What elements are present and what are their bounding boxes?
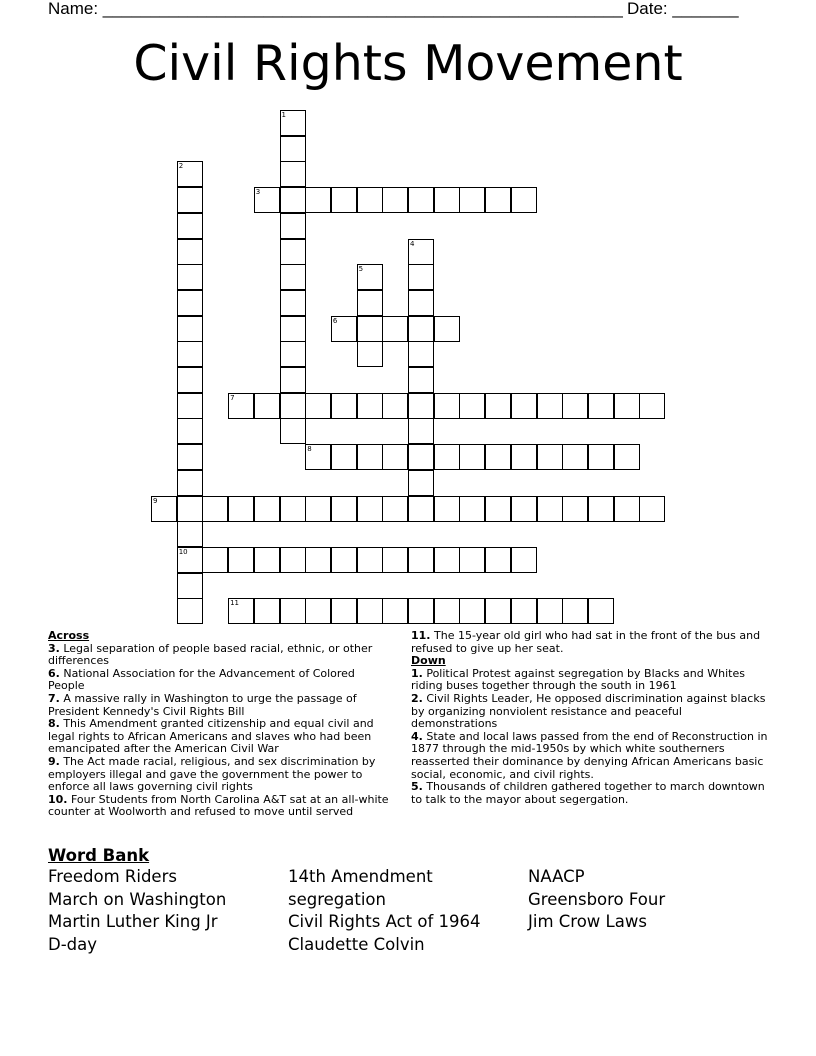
grid-cell[interactable] bbox=[537, 496, 563, 522]
grid-cell[interactable] bbox=[280, 418, 306, 444]
grid-cell[interactable] bbox=[280, 367, 306, 393]
clue-text: Thousands of children gathered together to march downtown to talk to the mayor about segergation. bbox=[411, 780, 765, 806]
grid-cell[interactable] bbox=[562, 598, 588, 624]
clue-number: 4. bbox=[411, 729, 423, 743]
grid-cell[interactable] bbox=[202, 547, 228, 573]
grid-cell[interactable] bbox=[408, 264, 434, 290]
grid-cell[interactable] bbox=[588, 598, 614, 624]
grid-cell[interactable] bbox=[280, 547, 306, 573]
grid-cell[interactable] bbox=[357, 264, 383, 290]
grid-cell[interactable] bbox=[408, 290, 434, 316]
grid-cell[interactable] bbox=[305, 187, 331, 213]
grid-cell[interactable] bbox=[485, 187, 511, 213]
grid-cell[interactable] bbox=[382, 496, 408, 522]
grid-cell[interactable] bbox=[408, 316, 434, 342]
clue-text: Political Protest against segregation by Blacks and Whites riding buses together through the south in 1961 bbox=[411, 666, 745, 693]
grid-cell[interactable] bbox=[331, 444, 357, 470]
grid-cell[interactable] bbox=[562, 393, 588, 419]
grid-cell[interactable] bbox=[511, 496, 537, 522]
name-field[interactable]: Name: _______________________________________________________ bbox=[48, 0, 623, 18]
grid-cell[interactable] bbox=[151, 496, 177, 522]
grid-cell[interactable] bbox=[280, 393, 306, 419]
clue-number: 1. bbox=[411, 666, 423, 680]
word-bank-word: Greensboro Four bbox=[528, 889, 666, 909]
grid-cell[interactable] bbox=[177, 444, 203, 470]
grid-cell[interactable] bbox=[331, 187, 357, 213]
word-bank-word: Claudette Colvin bbox=[288, 935, 425, 955]
grid-cell[interactable] bbox=[254, 393, 280, 419]
grid-cell[interactable] bbox=[280, 136, 306, 162]
grid-cell[interactable] bbox=[177, 316, 203, 342]
word-bank-word: Freedom Riders bbox=[48, 867, 177, 886]
clue-number: 7. bbox=[48, 691, 60, 705]
grid-cell[interactable] bbox=[177, 264, 203, 290]
word-bank bbox=[48, 846, 768, 966]
grid-cell[interactable] bbox=[280, 598, 306, 624]
grid-cell[interactable] bbox=[254, 547, 280, 573]
grid-cell[interactable] bbox=[537, 393, 563, 419]
grid-cell[interactable] bbox=[537, 444, 563, 470]
clue-text: The Act made racial, religious, and sex discrimination by employers illegal and gave the government the power to enforce all laws governing civil rights bbox=[48, 754, 376, 794]
across-heading: Across bbox=[48, 629, 90, 642]
cell-number: 10 bbox=[178, 547, 188, 556]
clues-right-column bbox=[411, 630, 768, 806]
grid-cell[interactable] bbox=[177, 367, 203, 393]
grid-cell[interactable] bbox=[357, 496, 383, 522]
grid-cell[interactable] bbox=[408, 418, 434, 444]
grid-cell[interactable] bbox=[434, 496, 460, 522]
grid-cell[interactable] bbox=[485, 444, 511, 470]
grid-cell[interactable] bbox=[177, 521, 203, 547]
grid-cell[interactable] bbox=[331, 393, 357, 419]
cell-number: 9 bbox=[153, 496, 158, 505]
down-heading: Down bbox=[411, 654, 446, 668]
grid-cell[interactable] bbox=[408, 393, 434, 419]
grid-cell[interactable] bbox=[177, 213, 203, 239]
across-clue bbox=[48, 718, 392, 756]
word-bank-word: Jim Crow Laws bbox=[528, 912, 647, 932]
grid-cell[interactable] bbox=[511, 444, 537, 470]
clue-text: This Amendment granted citizenship and equal civil and legal rights to African Americans and slaves who had been emancipated after the American Civil War bbox=[48, 717, 374, 756]
cell-number: 1 bbox=[281, 111, 286, 119]
grid-cell[interactable] bbox=[562, 444, 588, 470]
grid-cell[interactable] bbox=[408, 367, 434, 393]
across-clue-list-continued bbox=[411, 630, 768, 655]
cell-number: 7 bbox=[230, 393, 235, 402]
clue-text: Four Students from North Carolina A&T sat at an all-white counter at Woolworth and refused to move until served bbox=[48, 792, 389, 819]
grid-cell[interactable] bbox=[588, 496, 614, 522]
grid-cell[interactable] bbox=[280, 290, 306, 316]
grid-cell[interactable] bbox=[305, 393, 331, 419]
grid-cell[interactable] bbox=[434, 187, 460, 213]
clue-number: 3. bbox=[48, 641, 60, 655]
grid-cell[interactable] bbox=[511, 598, 537, 624]
clue-number: 8. bbox=[48, 717, 60, 731]
grid-cell[interactable] bbox=[459, 444, 485, 470]
grid-cell[interactable] bbox=[639, 496, 665, 522]
clue-text: The 15-year old girl who had sat in the front of the bus and refused to give up her seat. bbox=[411, 629, 761, 655]
grid-cell[interactable] bbox=[357, 393, 383, 419]
grid-cell[interactable] bbox=[511, 547, 537, 573]
grid-cell[interactable] bbox=[485, 496, 511, 522]
clue-number: 10. bbox=[48, 792, 68, 806]
grid-cell[interactable] bbox=[177, 598, 203, 624]
grid-cell[interactable] bbox=[177, 393, 203, 419]
down-clue bbox=[411, 693, 768, 731]
grid-cell[interactable] bbox=[382, 598, 408, 624]
grid-cell[interactable] bbox=[357, 547, 383, 573]
across-clue bbox=[48, 643, 392, 668]
grid-cell[interactable] bbox=[331, 316, 357, 342]
word-bank-word: D-day bbox=[48, 935, 98, 955]
grid-cell[interactable] bbox=[280, 239, 306, 265]
word-bank-word: 14th Amendment bbox=[288, 867, 433, 886]
grid-cell[interactable] bbox=[305, 444, 331, 470]
down-clue bbox=[411, 731, 768, 781]
grid-cell[interactable] bbox=[357, 444, 383, 470]
grid-cell[interactable] bbox=[357, 598, 383, 624]
grid-cell[interactable] bbox=[408, 547, 434, 573]
grid-cell[interactable] bbox=[614, 393, 640, 419]
word-bank-word: Civil Rights Act of 1964 bbox=[288, 912, 481, 932]
grid-cell[interactable] bbox=[357, 341, 383, 367]
clue-text: State and local laws passed from the end of Reconstruction in 1877 through the mid-1950s by which white southerners reasserted their dominance by denying African Americans basic social, economic, and civil rights. bbox=[411, 729, 768, 781]
grid-cell[interactable] bbox=[357, 316, 383, 342]
grid-cell[interactable] bbox=[177, 418, 203, 444]
grid-cell[interactable] bbox=[485, 393, 511, 419]
grid-cell[interactable] bbox=[228, 393, 254, 419]
grid-cell[interactable] bbox=[614, 444, 640, 470]
grid-cell[interactable] bbox=[434, 547, 460, 573]
clue-text: National Association for the Advancement of Colored People bbox=[48, 666, 355, 693]
grid-cell[interactable] bbox=[434, 598, 460, 624]
grid-cell[interactable] bbox=[408, 598, 434, 624]
clue-number: 11. bbox=[411, 629, 431, 642]
across-clue bbox=[48, 794, 392, 819]
grid-cell[interactable] bbox=[434, 393, 460, 419]
grid-cell[interactable] bbox=[408, 239, 434, 265]
grid-cell[interactable] bbox=[305, 547, 331, 573]
grid-cell[interactable] bbox=[408, 341, 434, 367]
grid-cell[interactable] bbox=[305, 598, 331, 624]
across-clue bbox=[48, 693, 392, 718]
grid-cell[interactable] bbox=[177, 290, 203, 316]
word-bank-word: segregation bbox=[288, 889, 386, 909]
grid-cell[interactable] bbox=[280, 110, 306, 136]
grid-cell[interactable] bbox=[228, 598, 254, 624]
grid-cell[interactable] bbox=[511, 393, 537, 419]
grid-cell[interactable] bbox=[177, 470, 203, 496]
grid-cell[interactable] bbox=[177, 187, 203, 213]
down-clue-list bbox=[411, 668, 768, 807]
word-bank-title: Word Bank bbox=[48, 846, 150, 865]
word-bank-word: NAACP bbox=[528, 867, 585, 886]
grid-cell[interactable] bbox=[562, 496, 588, 522]
cell-number: 11 bbox=[230, 599, 240, 608]
grid-cell[interactable] bbox=[331, 496, 357, 522]
clue-number: 5. bbox=[411, 780, 423, 794]
grid-cell[interactable] bbox=[459, 598, 485, 624]
word-bank-words bbox=[48, 866, 768, 966]
grid-cell[interactable] bbox=[228, 496, 254, 522]
cell-number: 4 bbox=[410, 239, 415, 248]
grid-cell[interactable] bbox=[588, 444, 614, 470]
grid-cell[interactable] bbox=[254, 187, 280, 213]
cell-number: 3 bbox=[255, 188, 261, 197]
grid-cell[interactable] bbox=[280, 316, 306, 342]
word-bank-word: Martin Luther King Jr bbox=[48, 912, 218, 932]
grid-cell[interactable] bbox=[639, 393, 665, 419]
grid-cell[interactable] bbox=[459, 496, 485, 522]
clue-number: 2. bbox=[411, 691, 423, 705]
grid-cell[interactable] bbox=[280, 264, 306, 290]
cell-number: 2 bbox=[178, 162, 184, 171]
grid-cell[interactable] bbox=[331, 547, 357, 573]
grid-cell[interactable] bbox=[434, 316, 460, 342]
across-clue-list bbox=[48, 643, 392, 819]
grid-cell[interactable] bbox=[254, 496, 280, 522]
grid-cell[interactable] bbox=[408, 187, 434, 213]
grid-cell[interactable] bbox=[177, 547, 203, 573]
grid-cell[interactable] bbox=[305, 496, 331, 522]
cell-number: 8 bbox=[307, 445, 312, 454]
grid-cell[interactable] bbox=[280, 213, 306, 239]
cell-number: 6 bbox=[332, 316, 338, 325]
clue-number: 6. bbox=[48, 666, 60, 680]
across-clue bbox=[48, 668, 392, 693]
grid-cell[interactable] bbox=[228, 547, 254, 573]
grid-cell[interactable] bbox=[537, 598, 563, 624]
grid-cell[interactable] bbox=[382, 316, 408, 342]
clue-number: 9. bbox=[48, 754, 60, 768]
down-clue bbox=[411, 668, 768, 693]
grid-cell[interactable] bbox=[357, 187, 383, 213]
grid-cell[interactable] bbox=[280, 341, 306, 367]
date-field[interactable]: Date: _______ bbox=[627, 0, 739, 18]
page-title: Civil Rights Movement bbox=[133, 35, 683, 92]
grid-cell[interactable] bbox=[485, 598, 511, 624]
clues-left-column bbox=[48, 630, 392, 819]
grid-cell[interactable] bbox=[177, 341, 203, 367]
grid-cell[interactable] bbox=[459, 547, 485, 573]
grid-cell[interactable] bbox=[408, 470, 434, 496]
grid-cell[interactable] bbox=[588, 393, 614, 419]
grid-cell[interactable] bbox=[177, 239, 203, 265]
grid-cell[interactable] bbox=[382, 547, 408, 573]
grid-cell[interactable] bbox=[177, 161, 203, 187]
word-bank-word: March on Washington bbox=[48, 889, 227, 909]
grid-cell[interactable] bbox=[331, 598, 357, 624]
grid-cell[interactable] bbox=[459, 393, 485, 419]
grid-cell[interactable] bbox=[614, 496, 640, 522]
grid-cell[interactable] bbox=[408, 444, 434, 470]
cell-number: 5 bbox=[358, 265, 364, 274]
grid-cell[interactable] bbox=[511, 187, 537, 213]
grid-cell[interactable] bbox=[408, 496, 434, 522]
down-clue bbox=[411, 781, 768, 806]
across-clue bbox=[411, 630, 768, 655]
grid-cell[interactable] bbox=[382, 444, 408, 470]
clue-text: Legal separation of people based racial, ethnic, or other differences bbox=[48, 641, 373, 668]
grid-cell[interactable] bbox=[382, 393, 408, 419]
grid-cell[interactable] bbox=[382, 187, 408, 213]
clue-text: Civil Rights Leader, He opposed discrimination against blacks by organizing nonviolent resistance and peaceful demonstrations bbox=[411, 691, 766, 731]
grid-cell[interactable] bbox=[254, 598, 280, 624]
grid-cell[interactable] bbox=[177, 496, 203, 522]
grid-cell[interactable] bbox=[459, 187, 485, 213]
grid-cell[interactable] bbox=[280, 161, 306, 187]
grid-cell[interactable] bbox=[434, 444, 460, 470]
grid-cell[interactable] bbox=[177, 573, 203, 599]
grid-cell[interactable] bbox=[280, 187, 306, 213]
grid-cell[interactable] bbox=[357, 290, 383, 316]
across-clue bbox=[48, 756, 392, 794]
grid-cell[interactable] bbox=[485, 547, 511, 573]
grid-cell[interactable] bbox=[280, 496, 306, 522]
clue-text: A massive rally in Washington to urge the passage of President Kennedy's Civil Rights Bill bbox=[48, 691, 357, 718]
grid-cell[interactable] bbox=[202, 496, 228, 522]
